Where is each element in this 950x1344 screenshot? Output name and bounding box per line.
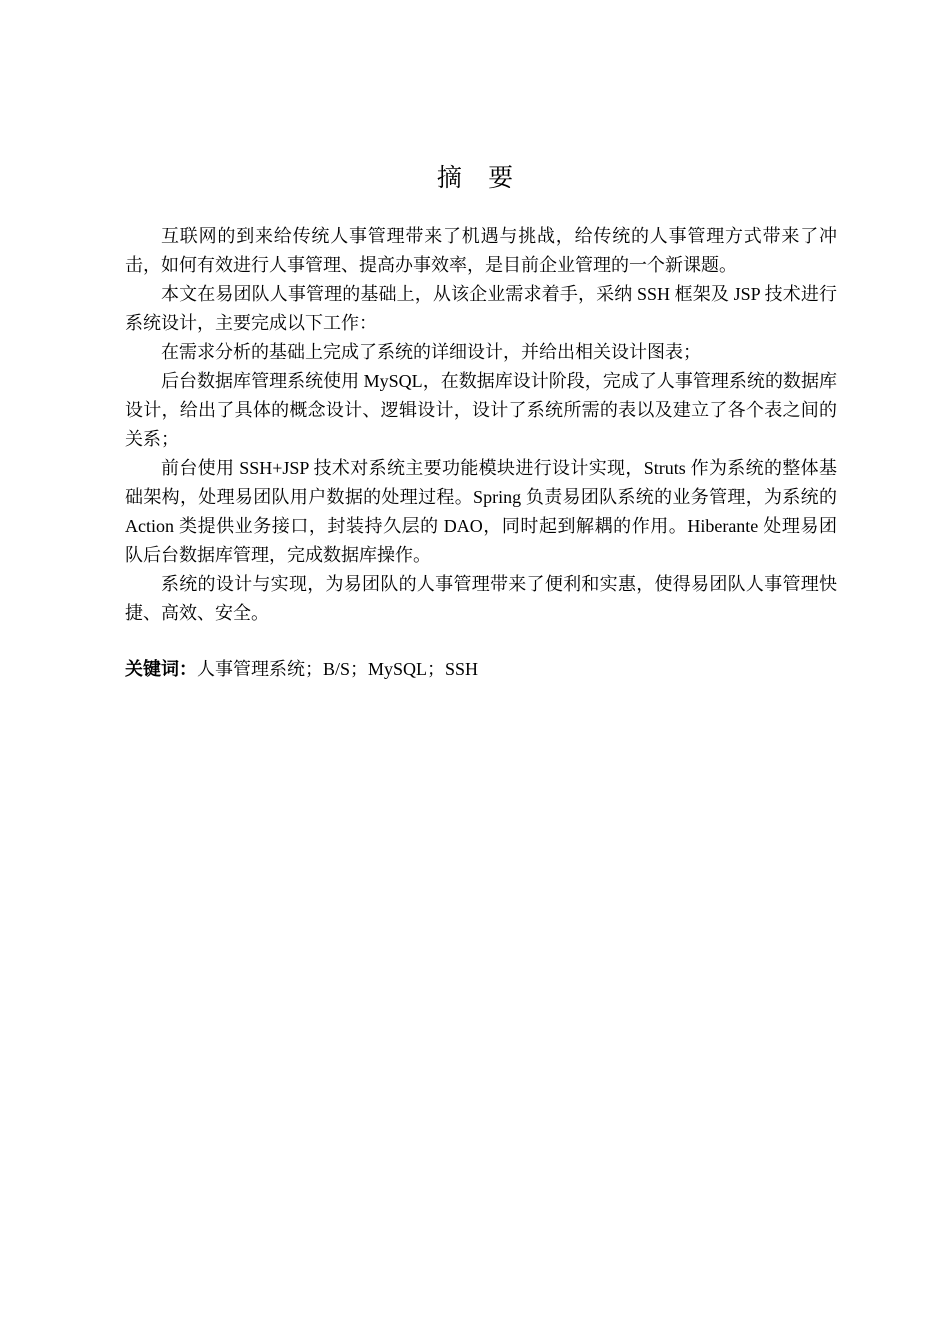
abstract-paragraph-1: 互联网的到来给传统人事管理带来了机遇与挑战，给传统的人事管理方式带来了冲击，如何有效进行人事管理、提高办事效率，是目前企业管理的一个新课题。: [125, 226, 837, 275]
abstract-paragraph-5: 前台使用 SSH+JSP 技术对系统主要功能模块进行设计实现，Struts 作为系统的整体基础架构，处理易团队用户数据的处理过程。Spring 负责易团队系统的业务管理，为系统的 Action 类提供业务接口，封装持久层的 DAO，同时起到解耦的作用。Hiberante 处理易团队后台数据库管理，完成数据库操作。: [125, 458, 837, 565]
abstract-title: 摘 要: [436, 165, 524, 192]
abstract-paragraph-2: 本文在易团队人事管理的基础上，从该企业需求着手，采纳 SSH 框架及 JSP 技术进行系统设计，主要完成以下工作：: [125, 284, 837, 333]
abstract-paragraph-3: 在需求分析的基础上完成了系统的详细设计，并给出相关设计图表；: [161, 342, 701, 362]
abstract-body: [125, 222, 837, 628]
keywords-line: [125, 655, 837, 684]
keywords-label: 关键词：: [125, 659, 197, 679]
keywords-value: 人事管理系统；B/S；MySQL；SSH: [197, 659, 479, 679]
abstract-paragraph-6: 系统的设计与实现，为易团队的人事管理带来了便利和实惠，使得易团队人事管理快捷、高效、安全。: [125, 574, 837, 623]
abstract-paragraph-4: 后台数据库管理系统使用 MySQL，在数据库设计阶段，完成了人事管理系统的数据库设计，给出了具体的概念设计、逻辑设计，设计了系统所需的表以及建立了各个表之间的关系；: [125, 371, 837, 449]
